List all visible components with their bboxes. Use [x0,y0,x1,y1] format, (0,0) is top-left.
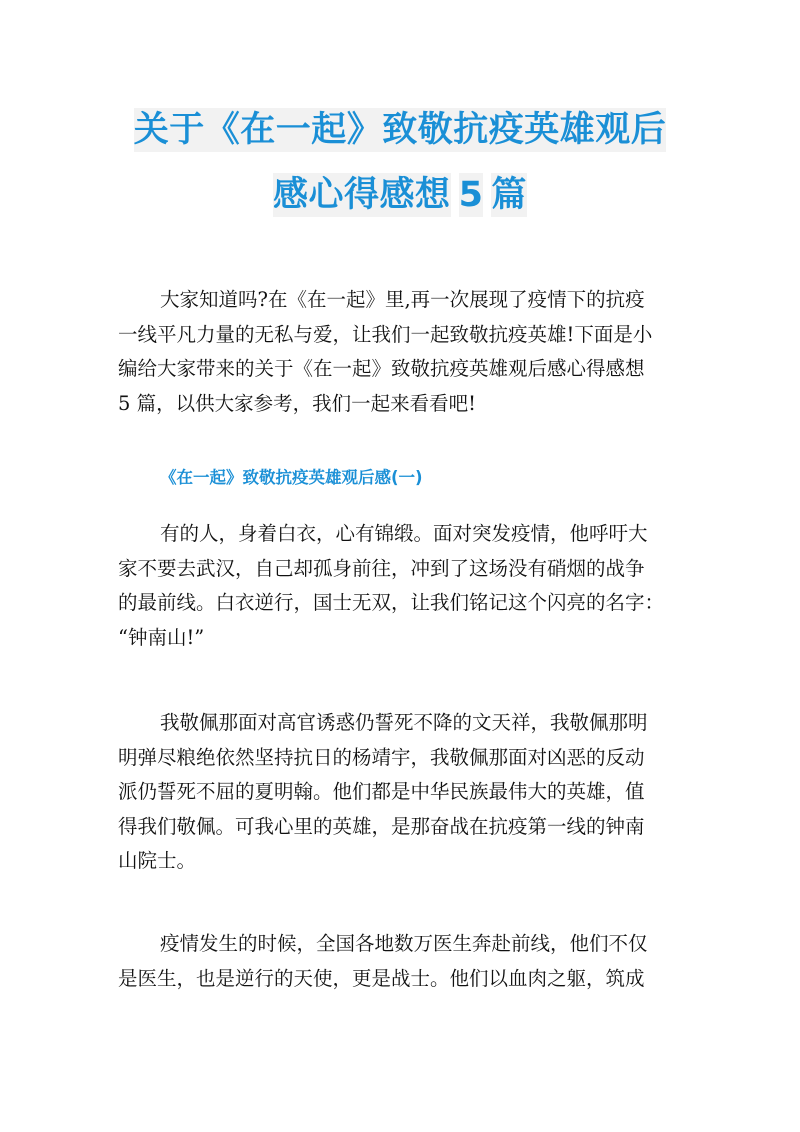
paragraph-line: 我敬佩那面对高官诱惑仍誓死不降的文天祥，我敬佩那明 [160,711,648,734]
paragraph-line: 山院士。 [118,849,197,872]
paragraph-line: 是医生，也是逆行的天使，更是战士。他们以血肉之躯，筑成 [118,966,645,990]
paragraph-line: 家不要去武汉，自己却孤身前往，冲到了这场没有硝烟的战争 [118,556,645,580]
body-paragraph-1 [118,517,684,655]
title-text: 关于《在一起》致敬抗疫英雄观后 [133,110,667,150]
paragraph-line: 的最前线。白衣逆行，国士无双，让我们铭记这个闪亮的名字： [118,591,665,614]
title-number: 5 [458,175,484,215]
paragraph-line: “钟南山!” [118,625,205,649]
paragraph-line: 5 篇，以供大家参考，我们一起来看看吧! [118,391,476,415]
paragraph-line: 得我们敬佩。可我心里的英雄，是那奋战在抗疫第一线的钟南 [118,814,645,838]
body-paragraph-3 [118,927,684,996]
document-title-line-2 [0,172,800,218]
paragraph-line: 编给大家带来的关于《在一起》致敬抗疫英雄观后感心得感想 [118,357,645,380]
paragraph-line: 明弹尽粮绝依然坚持抗日的杨靖宇，我敬佩那面对凶恶的反动 [118,745,645,769]
intro-paragraph [118,283,684,421]
document-title-line-1 [0,107,800,153]
paragraph-line: 一线平凡力量的无私与爱，让我们一起致敬抗疫英雄!下面是小 [118,322,653,346]
paragraph-line: 派仍誓死不屈的夏明翰。他们都是中华民族最伟大的英雄，值 [118,780,645,803]
body-paragraph-2 [118,706,684,879]
paragraph-line: 有的人，身着白衣，心有锦缎。面对突发疫情，他呼吁大 [160,522,648,545]
title-text: 感心得感想 [273,175,451,215]
section-heading: 《在一起》致敬抗疫英雄观后感(一) [160,468,423,487]
paragraph-line: 疫情发生的时候，全国各地数万医生奔赴前线，他们不仅 [160,932,648,955]
title-text: 篇 [491,175,527,215]
paragraph-line: 大家知道吗?在《在一起》里,再一次展现了疫情下的抗疫 [160,288,645,311]
